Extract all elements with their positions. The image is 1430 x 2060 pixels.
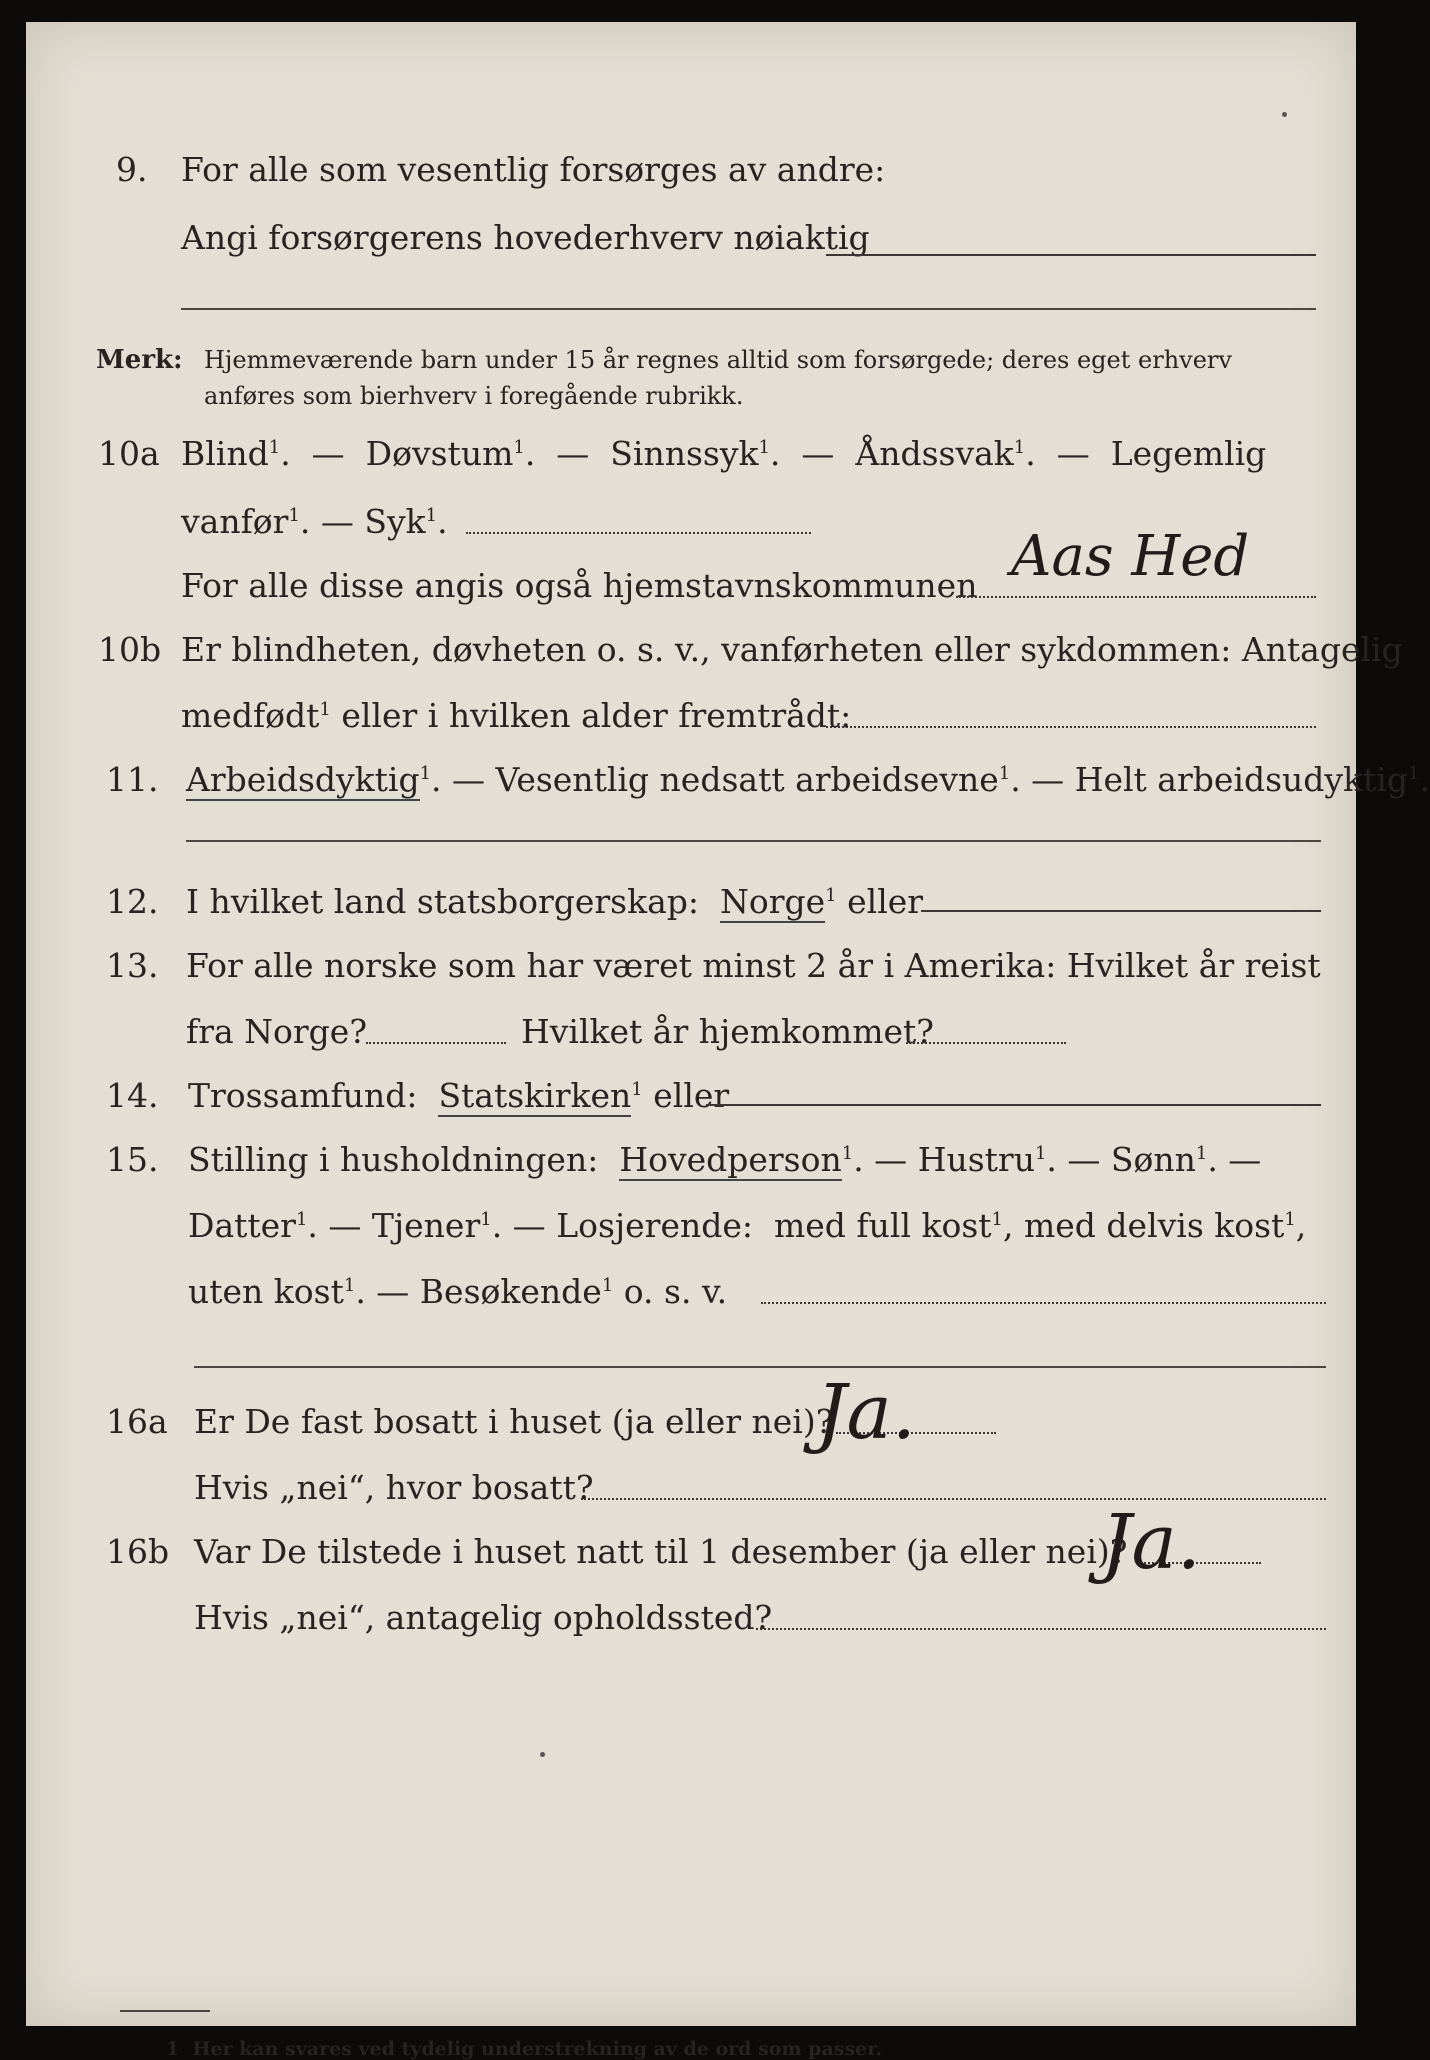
q16a-line1: Er De fast bosatt i huset (ja eller nei)? xyxy=(194,1402,834,1441)
q10a-blind[interactable]: Blind xyxy=(181,434,269,473)
q14-line: Trossamfund: Statskirken$^1$ eller xyxy=(188,1076,730,1115)
q10a-vanfor[interactable]: vanfør xyxy=(181,502,289,541)
q10b-answer-line[interactable] xyxy=(826,726,1316,728)
q16b-number: 16b xyxy=(106,1532,170,1571)
q10a-legemlig[interactable]: Legemlig xyxy=(1110,434,1267,473)
footnote-rule xyxy=(120,2010,210,2012)
q15-datter[interactable]: Datter xyxy=(188,1206,296,1245)
q15-answer-line[interactable] xyxy=(761,1302,1326,1304)
q14-answer-line[interactable] xyxy=(706,1104,1321,1106)
q15-line1: Stilling i husholdningen: Hovedperson$^1$. — Hustru$^1$. — Sønn$^1$. — xyxy=(188,1140,1262,1179)
q11-nedsatt[interactable]: Vesentlig nedsatt arbeidsevne xyxy=(495,760,999,799)
q15-extra-line[interactable] xyxy=(194,1366,1326,1368)
q12-norge[interactable]: Norge xyxy=(720,882,826,921)
q10a-dovstum[interactable]: Døvstum xyxy=(365,434,514,473)
stray-ink-mark xyxy=(540,1752,545,1757)
q10a-syk-line[interactable] xyxy=(466,532,811,534)
q10a-line3: For alle disse angis også hjemstavnskommunen xyxy=(181,566,978,605)
q15-delvis-kost[interactable]: med delvis kost xyxy=(1023,1206,1285,1245)
merk-line2: anføres som bierhverv i foregående rubrikk. xyxy=(204,382,744,410)
q15-sonn[interactable]: Sønn xyxy=(1110,1140,1196,1179)
q9-line1: For alle som vesentlig forsørges av andre: xyxy=(181,150,886,189)
q10a-syk[interactable]: Syk xyxy=(364,502,426,541)
footnote xyxy=(166,2038,882,2060)
q15-line2: Datter$^1$. — Tjener$^1$. — Losjerende: med full kost$^1$, med delvis kost$^1$, xyxy=(188,1206,1307,1245)
q10a-andssvak[interactable]: Åndssvak xyxy=(855,434,1014,473)
q9-extra-line[interactable] xyxy=(181,308,1316,310)
q11-number: 11. xyxy=(106,760,159,799)
q10a-line2: vanfør$^1$. — Syk$^1$. xyxy=(181,502,448,541)
q16a-handwritten-answer: Ja. xyxy=(816,1367,916,1456)
q16b-line1: Var De tilstede i huset natt til 1 desember (ja eller nei)? xyxy=(194,1532,1128,1571)
q11-udyktig[interactable]: Helt arbeidsudyktig xyxy=(1074,760,1408,799)
footnote-mark: 1 xyxy=(166,2038,180,2060)
q15-line3: uten kost$^1$. — Besøkende$^1$ o. s. v. xyxy=(188,1272,728,1311)
q12-answer-line[interactable] xyxy=(921,910,1321,912)
q13-line1: For alle norske som har været minst 2 år i Amerika: Hvilket år reist xyxy=(186,946,1321,985)
q13-year-left-line[interactable] xyxy=(366,1042,506,1044)
q10b-medfodt[interactable]: medfødt xyxy=(181,696,320,735)
q9-answer-line[interactable] xyxy=(826,254,1316,256)
q15-besokende[interactable]: Besøkende xyxy=(419,1272,602,1311)
q13-hjemkommet: Hvilket år hjemkommet? xyxy=(521,1012,934,1051)
merk-line1: Hjemmeværende barn under 15 år regnes alltid som forsørgede; deres eget erhverv xyxy=(204,346,1232,374)
q10a-sinnssyk[interactable]: Sinnssyk xyxy=(610,434,759,473)
q15-full-kost[interactable]: med full kost xyxy=(773,1206,992,1245)
q16b-line2: Hvis „nei“, antagelig opholdssted? xyxy=(194,1598,773,1637)
q16a-bosatt-line[interactable] xyxy=(581,1498,1326,1500)
stray-ink-mark xyxy=(1282,112,1287,117)
q15-tjener[interactable]: Tjener xyxy=(371,1206,481,1245)
q12-line: I hvilket land statsborgerskap: Norge$^1$ eller xyxy=(186,882,924,921)
q16a-line2: Hvis „nei“, hvor bosatt? xyxy=(194,1468,594,1507)
q16b-opholdssted-line[interactable] xyxy=(756,1628,1326,1630)
q10a-line1: Blind$^1$. — Døvstum$^1$. — Sinnssyk$^1$. — Åndssvak$^1$. — Legemlig xyxy=(181,434,1267,473)
q10b-number: 10b xyxy=(98,630,162,669)
q9-number: 9. xyxy=(116,150,148,189)
q15-hustru[interactable]: Hustru xyxy=(917,1140,1035,1179)
q14-statskirken[interactable]: Statskirken xyxy=(438,1076,632,1115)
q14-number: 14. xyxy=(106,1076,159,1115)
q10a-answer-line[interactable] xyxy=(956,596,1316,598)
q11-line: Arbeidsdyktig$^1$. — Vesentlig nedsatt arbeidsevne$^1$. — Helt arbeidsudyktig$^1$. xyxy=(186,760,1430,799)
q9-line2: Angi forsørgerens hovederhverv nøiaktig xyxy=(181,218,870,257)
q11-extra-line[interactable] xyxy=(186,840,1321,842)
q16b-handwritten-answer: Ja. xyxy=(1101,1497,1201,1586)
q10b-line1: Er blindheten, døvheten o. s. v., vanførheten eller sykdommen: Antagelig xyxy=(181,630,1403,669)
q11-arbeidsdyktig[interactable]: Arbeidsdyktig xyxy=(186,760,420,799)
census-form-page xyxy=(26,22,1430,2060)
q16a-number: 16a xyxy=(106,1402,168,1441)
q13-number: 13. xyxy=(106,946,159,985)
q10a-handwritten-answer: Aas Hed xyxy=(1011,524,1250,589)
footnote-text: Her kan svares ved tydelig understrekning av de ord som passer. xyxy=(192,2038,883,2060)
q15-uten-kost[interactable]: uten kost xyxy=(188,1272,344,1311)
q13-year-returned-line[interactable] xyxy=(906,1042,1066,1044)
q13-fra-norge: fra Norge? xyxy=(186,1012,368,1051)
q12-number: 12. xyxy=(106,882,159,921)
q10a-number: 10a xyxy=(98,434,160,473)
q15-hovedperson[interactable]: Hovedperson xyxy=(619,1140,842,1179)
q10b-line2: medfødt$^1$ eller i hvilken alder fremtrådt: xyxy=(181,696,852,735)
merk-label: Merk: xyxy=(96,345,183,375)
q15-number: 15. xyxy=(106,1140,159,1179)
